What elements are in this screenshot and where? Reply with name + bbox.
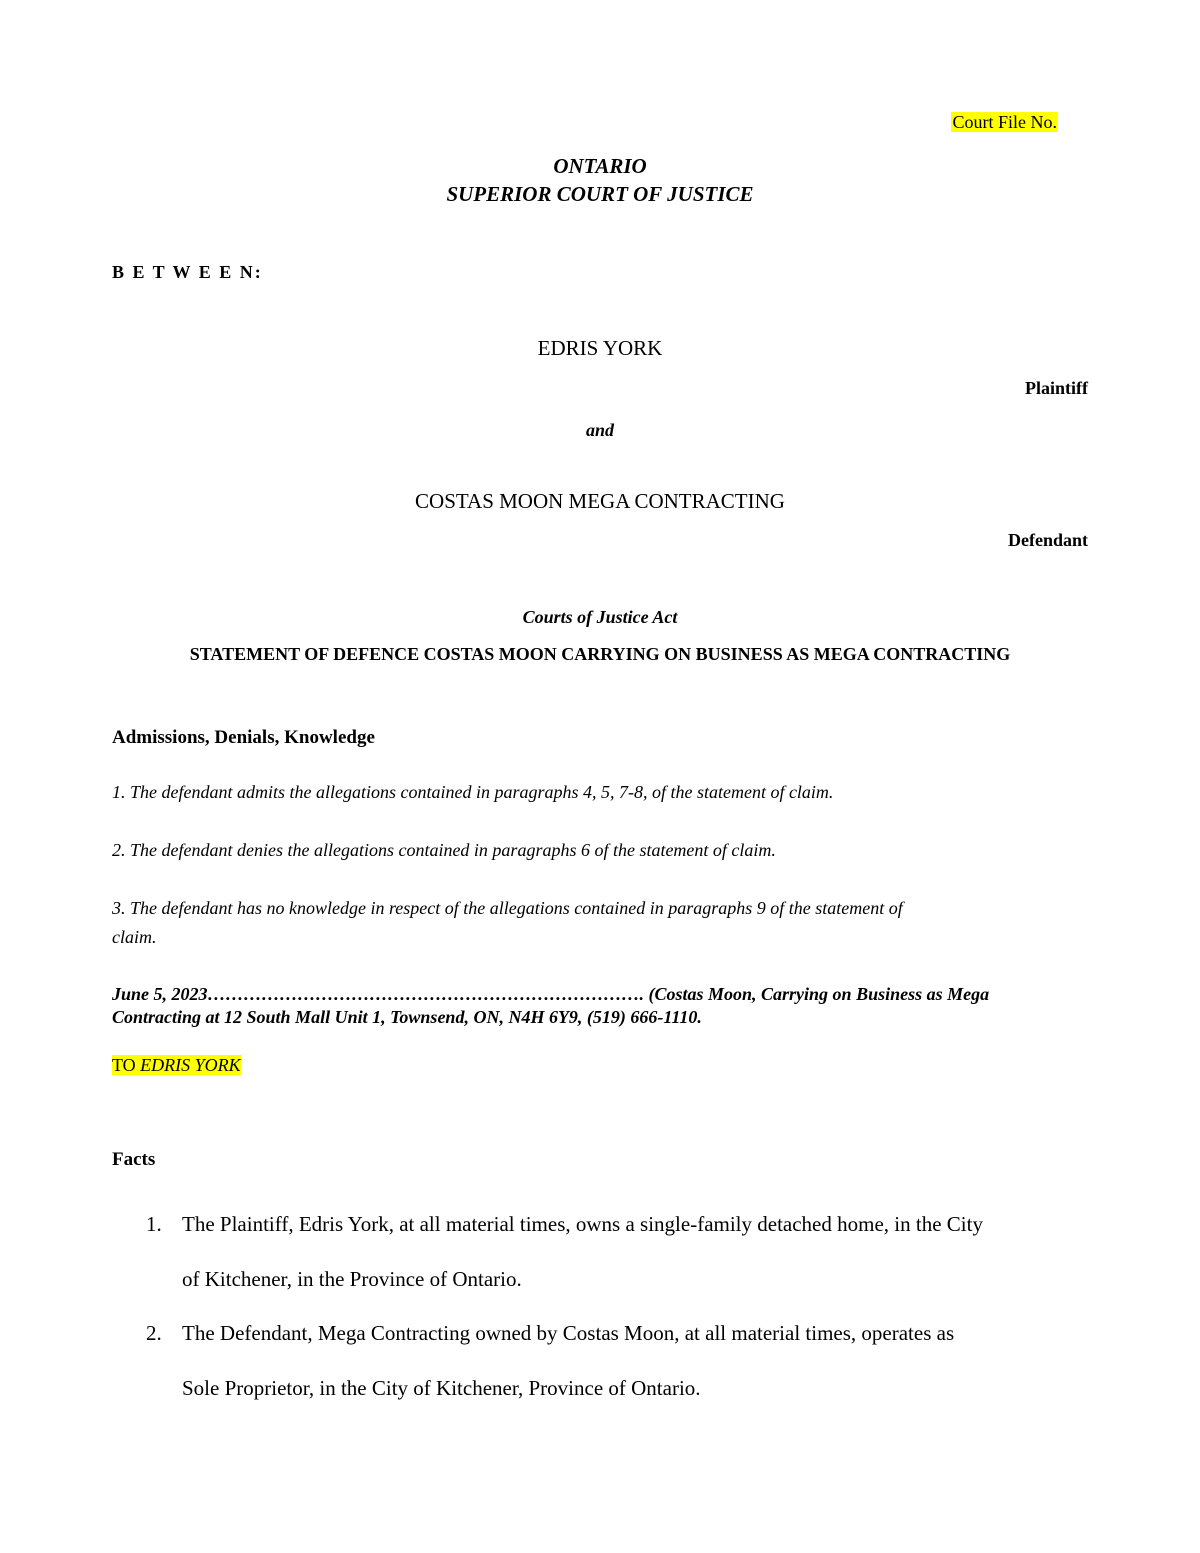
admission-item: 1. The defendant admits the allegations contained in paragraphs 4, 5, 7-8, of the statement of claim. xyxy=(112,782,834,802)
act-name: Courts of Justice Act xyxy=(522,607,678,627)
recipient-prefix: TO xyxy=(112,1055,141,1075)
plaintiff-role: Plaintiff xyxy=(1025,378,1088,398)
court-jurisdiction: ONTARIO xyxy=(553,154,647,178)
fact-text-line: of Kitchener, in the Province of Ontario. xyxy=(182,1267,522,1291)
court-file-number xyxy=(951,112,1058,133)
defendant-name: COSTAS MOON MEGA CONTRACTING xyxy=(415,489,785,513)
fact-text-line: Sole Proprietor, in the City of Kitchener, Province of Ontario. xyxy=(182,1376,701,1400)
admission-item: 3. The defendant has no knowledge in respect of the allegations contained in paragraphs 9 of the statement of xyxy=(112,898,903,918)
admission-item-continuation: claim. xyxy=(112,927,157,947)
plaintiff-name: EDRIS YORK xyxy=(537,336,663,360)
fact-number: 2. xyxy=(146,1321,162,1345)
recipient-line xyxy=(112,1055,241,1076)
admission-item: 2. The defendant denies the allegations contained in paragraphs 6 of the statement of claim. xyxy=(112,840,776,860)
signature-line-1: June 5, 2023………………………………………………………………. (Costas Moon, Carrying on Business as Mega xyxy=(112,984,990,1004)
recipient-name: EDRIS YORK xyxy=(140,1055,241,1075)
court-file-label: Court File No. xyxy=(952,112,1057,132)
defendant-role: Defendant xyxy=(1008,530,1088,550)
party-conjunction: and xyxy=(585,420,614,440)
fact-number: 1. xyxy=(146,1212,162,1236)
admissions-heading: Admissions, Denials, Knowledge xyxy=(112,727,375,748)
fact-text-line: The Plaintiff, Edris York, at all material times, owns a single-family detached home, in the City xyxy=(182,1212,983,1236)
document-title: STATEMENT OF DEFENCE COSTAS MOON CARRYING ON BUSINESS AS MEGA CONTRACTING xyxy=(189,644,1011,664)
court-name: SUPERIOR COURT OF JUSTICE xyxy=(446,182,754,206)
fact-text-line: The Defendant, Mega Contracting owned by Costas Moon, at all material times, operates as xyxy=(182,1321,955,1345)
facts-heading: Facts xyxy=(112,1149,156,1170)
signature-line-2: Contracting at 12 South Mall Unit 1, Townsend, ON, N4H 6Y9, (519) 666-1110. xyxy=(112,1007,702,1027)
between-label: B E T W E E N: xyxy=(112,262,263,282)
